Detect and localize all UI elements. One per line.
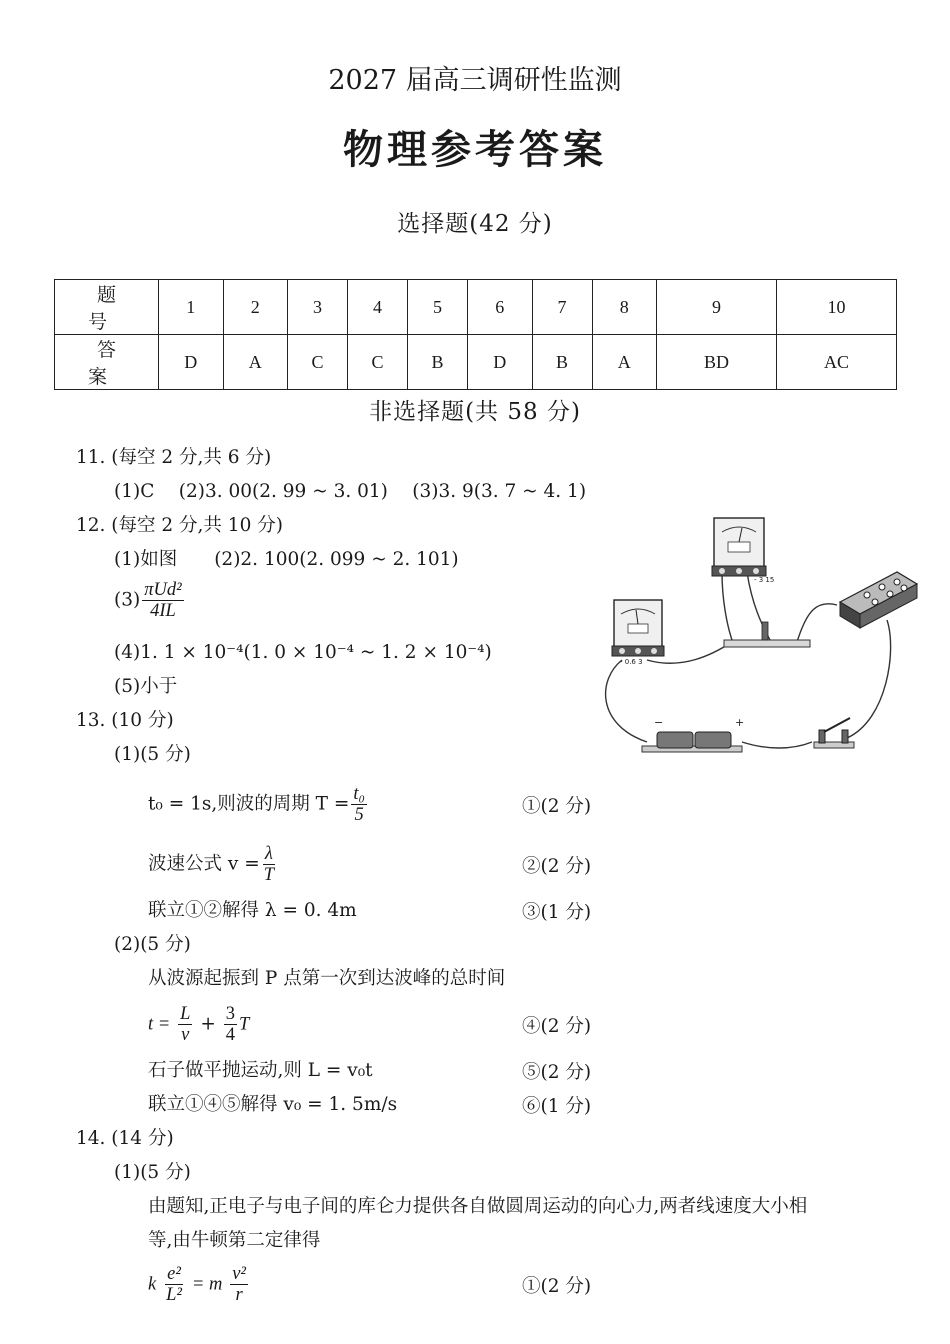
fraction (224, 1004, 237, 1045)
q13-eq2 (148, 844, 278, 885)
answer-row (55, 335, 897, 390)
voltmeter-range-label: - 3 15 (754, 576, 775, 584)
fraction-denominator: 4 (225, 1025, 235, 1045)
fraction-denominator: r (235, 1285, 243, 1305)
fraction (142, 580, 183, 621)
fraction (230, 1264, 248, 1305)
fraction (351, 784, 367, 825)
answer-cell: D (468, 335, 533, 390)
battery-plus-label: + (735, 716, 745, 729)
circuit-diagram (592, 510, 922, 760)
eq4-lhs: t = (148, 1014, 171, 1035)
fraction (178, 1004, 192, 1045)
q13-heading: 13. (10 分) (76, 710, 174, 731)
question-number: 7 (532, 280, 592, 335)
q13-part2: (2)(5 分) (114, 934, 191, 955)
q13-eq3-points: ③(1 分) (522, 902, 592, 923)
question-number: 9 (657, 280, 777, 335)
q11-heading: 11. (每空 2 分,共 6 分) (76, 447, 272, 468)
answer-cell: A (592, 335, 657, 390)
q13-text: 从波源起振到 P 点第一次到达波峰的总时间 (148, 968, 506, 989)
subject-title: 物理参考答案 (343, 127, 607, 173)
q12-answer-1-2: (1)如图 (2)2. 100(2. 099 ~ 2. 101) (114, 549, 459, 570)
battery-icon (642, 716, 744, 752)
free-section-title: 非选择题(共 58 分) (369, 399, 581, 425)
answer-cell: B (532, 335, 592, 390)
q14-eq1-points: ①(2 分) (522, 1276, 592, 1297)
fraction-denominator: 4IL (150, 601, 176, 621)
q14-text-line1: 由题知,正电子与电子间的库仑力提供各自做圆周运动的向心力,两者线速度大小相 (148, 1196, 808, 1217)
question-number: 4 (348, 280, 408, 335)
question-number: 10 (776, 280, 896, 335)
fraction-denominator: 5 (354, 805, 364, 825)
question-number: 6 (468, 280, 533, 335)
answer-cell: B (408, 335, 468, 390)
q12-answer-3 (114, 580, 186, 621)
q14-text-line2: 等,由牛顿第二定律得 (148, 1230, 321, 1251)
q13-eq6: 联立①④⑤解得 v₀ = 1. 5m/s (148, 1094, 398, 1115)
q13-eq3: 联立①②解得 λ = 0. 4m (148, 900, 357, 921)
q13-eq5: 石子做平抛运动,则 L = v₀t (148, 1060, 373, 1081)
voltmeter-icon (712, 518, 774, 584)
q14-heading: 14. (14 分) (76, 1128, 174, 1149)
q12-heading: 12. (每空 2 分,共 10 分) (76, 515, 283, 536)
eq2-text: 波速公式 v = (148, 853, 260, 875)
row-header-answer: 答 案 (55, 335, 159, 390)
answer-cell: BD (657, 335, 777, 390)
exam-title: 2027 届高三调研性监测 (328, 65, 622, 96)
q11-answers: (1)C (2)3. 00(2. 99 ~ 3. 01) (3)3. 9(3. 7 ~ 4. 1) (114, 481, 587, 502)
q13-eq4 (148, 1004, 249, 1045)
fraction-numerator: v² (232, 1264, 246, 1284)
answer-cell: AC (776, 335, 896, 390)
question-number: 3 (288, 280, 348, 335)
eq-mid: = m (191, 1274, 223, 1295)
question-number: 1 (159, 280, 224, 335)
q12-answer-5: (5)小于 (114, 676, 178, 697)
fraction-numerator: 3 (225, 1004, 235, 1024)
q13-eq6-points: ⑥(1 分) (522, 1096, 592, 1117)
row-header-number: 题 号 (55, 280, 159, 335)
fraction-numerator: πUd² (144, 580, 182, 600)
resistance-wire-icon (724, 622, 810, 647)
q13-eq4-points: ④(2 分) (522, 1016, 592, 1037)
coulomb-constant: k (148, 1274, 157, 1295)
fraction-denominator: L² (166, 1285, 182, 1305)
q12-answer-3-prefix: (3) (114, 589, 141, 611)
fraction-numerator: λ (264, 844, 273, 864)
eq1-text: t₀ = 1s,则波的周期 T = (148, 793, 350, 815)
q13-part1: (1)(5 分) (114, 744, 191, 765)
q13-eq1-points: ①(2 分) (522, 796, 592, 817)
answer-cell: D (159, 335, 224, 390)
answer-table (54, 279, 897, 390)
fraction-denominator: v (181, 1025, 190, 1045)
fraction-denominator: T (263, 865, 275, 885)
q13-eq5-points: ⑤(2 分) (522, 1062, 592, 1083)
plus-sign: + (200, 1013, 216, 1035)
question-number-row (55, 280, 897, 335)
answer-cell: C (348, 335, 408, 390)
question-number: 5 (408, 280, 468, 335)
fraction-numerator: t₀ (353, 784, 365, 804)
q13-eq2-points: ②(2 分) (522, 856, 592, 877)
fraction (262, 844, 276, 885)
switch-icon (814, 718, 854, 748)
resistance-box-icon (840, 572, 917, 628)
eq4-period: T (238, 1014, 250, 1035)
answer-cell: A (223, 335, 288, 390)
fraction (164, 1264, 184, 1305)
q14-part1: (1)(5 分) (114, 1162, 191, 1183)
fraction-numerator: L (180, 1004, 191, 1024)
q12-answer-4: (4)1. 1 × 10⁻⁴(1. 0 × 10⁻⁴ ~ 1. 2 × 10⁻⁴) (114, 642, 492, 663)
answer-cell: C (288, 335, 348, 390)
battery-minus-label: − (654, 716, 664, 729)
q13-eq1 (148, 784, 369, 825)
fraction-numerator: e² (167, 1264, 181, 1284)
ammeter-icon (612, 600, 664, 666)
choice-section-title: 选择题(42 分) (397, 211, 553, 237)
q14-eq1 (148, 1264, 250, 1305)
question-number: 2 (223, 280, 288, 335)
question-number: 8 (592, 280, 657, 335)
ammeter-range-label: - 0.6 3 (620, 658, 643, 666)
